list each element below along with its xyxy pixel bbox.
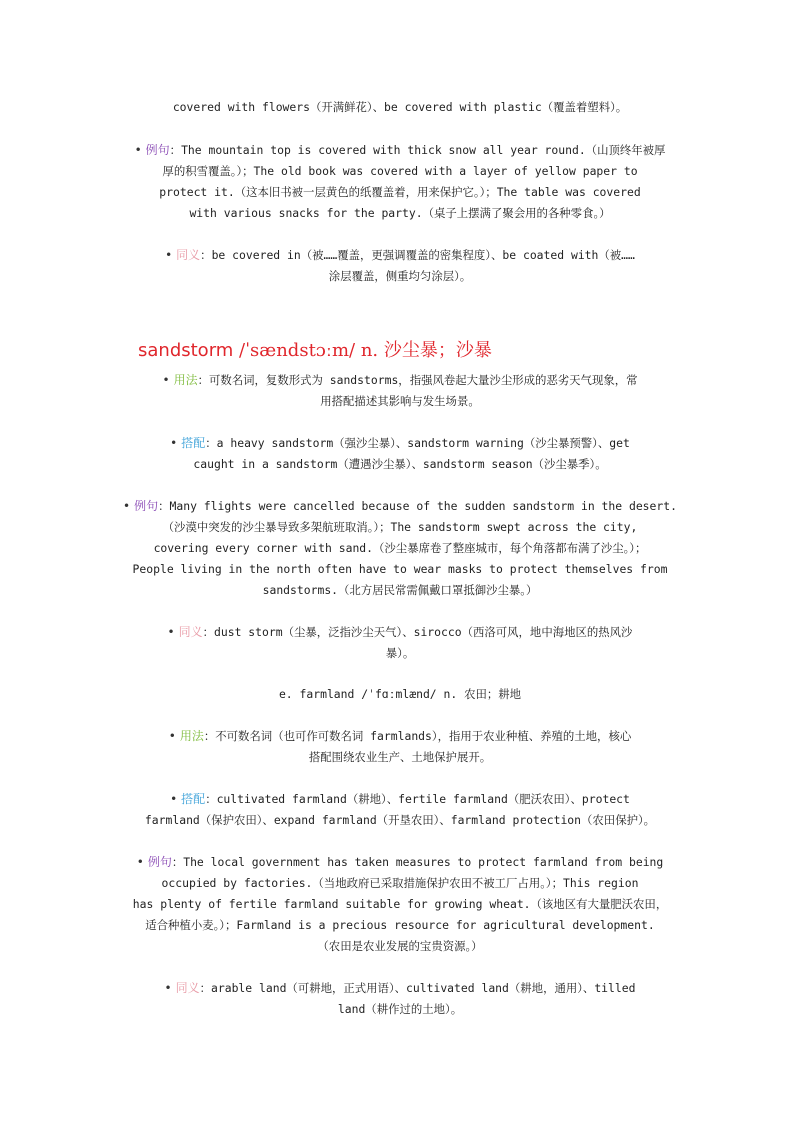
text-line: 用搭配描述其影响与发生场景。 [320, 394, 480, 408]
bullet-icon: • [134, 143, 142, 157]
text-line: occupied by factories.（当地政府已采取措施保护农田不被工厂占用。）；This region [161, 876, 639, 890]
text-line: has plenty of fertile farmland suitable for growing wheat.（该地区有大量肥沃农田， [132, 897, 668, 911]
usage-tag: 用法 [179, 729, 204, 743]
example-tag: 例句 [145, 143, 170, 157]
text-line: （农田是农业发展的宝贵资源。） [317, 939, 483, 953]
entry-heading-farmland: e. farmland /ˈfɑːmlænd/ n. 农田；耕地 [278, 687, 522, 701]
synonym-tag: 同义 [178, 625, 203, 639]
collocation-tag: 搭配 [181, 792, 206, 806]
headword-word: sandstorm [138, 340, 234, 361]
text-line: with various snacks for the party.（桌子上摆满了聚会用的各种零食。） [189, 206, 611, 220]
example-line: • 例句：The mountain top is covered with thick snow all year round.（山顶终年被厚 [134, 143, 666, 157]
collocation-tag: 搭配 [181, 436, 206, 450]
synonym-tag: 同义 [176, 248, 201, 262]
bullet-icon: • [136, 855, 144, 869]
headword-pos: n. [360, 340, 379, 361]
text-line: People living in the north often have to wear masks to protect themselves from [132, 562, 668, 576]
bullet-icon: • [123, 499, 131, 513]
headword-phonetic: /ˈsændstɔːm/ [239, 340, 356, 361]
example-tag: 例句 [147, 855, 172, 869]
text-line: 适合种植小麦。）；Farmland is a precious resource for agricultural development. [145, 918, 655, 932]
usage-line: • 用法：不可数名词（也可作可数名词 farmlands），指用于农业种植、养殖的土地，核心 [168, 729, 632, 743]
bullet-icon: • [167, 625, 175, 639]
text-line: 暴）。 [385, 646, 415, 660]
text-line: 搭配围绕农业生产、土地保护展开。 [308, 750, 492, 764]
bullet-icon: • [170, 436, 178, 450]
text-line: farmland（保护农田）、expand farmland（开垦农田）、farmland protection（农田保护）。 [144, 813, 656, 827]
usage-tag: 用法 [173, 373, 198, 387]
bullet-icon: • [170, 792, 178, 806]
text-line: covered with flowers（开满鲜花）、be covered with plastic（覆盖着塑料）。 [172, 100, 628, 114]
example-line: • 例句：The local government has taken measures to protect farmland from being [136, 855, 664, 869]
example-tag: 例句 [134, 499, 159, 513]
usage-line: • 用法：可数名词，复数形式为 sandstorms，指强风卷起大量沙尘形成的恶劣天气现象，常 [162, 373, 638, 387]
bullet-icon: • [168, 729, 176, 743]
text-line: protect it.（这本旧书被一层黄色的纸覆盖着，用来保护它。）；The table was covered [159, 185, 641, 199]
text-line: covering every corner with sand.（沙尘暴席卷了整座城市，每个角落都布满了沙尘。）； [153, 541, 647, 555]
headword-meaning: 沙尘暴；沙暴 [383, 340, 492, 361]
text-line: sandstorms.（北方居民常需佩戴口罩抵御沙尘暴。） [262, 583, 538, 597]
synonym-line: • 同义：be covered in（被……覆盖，更强调覆盖的密集程度）、be coated with（被…… [165, 248, 635, 262]
headword-title [138, 338, 492, 364]
synonym-tag: 同义 [175, 981, 200, 995]
text-line: 厚的积雪覆盖。）；The old book was covered with a layer of yellow paper to [162, 164, 638, 178]
text-line: 涂层覆盖，侧重均匀涂层）。 [328, 269, 472, 283]
synonym-line: • 同义：arable land（可耕地，正式用语）、cultivated land（耕地，通用）、tilled [164, 981, 636, 995]
bullet-icon: • [164, 981, 172, 995]
text-line: caught in a sandstorm（遭遇沙尘暴）、sandstorm season（沙尘暴季）。 [193, 457, 607, 471]
collocation-line: • 搭配：cultivated farmland（耕地）、fertile farmland（肥沃农田）、protect [170, 792, 630, 806]
text-line: land（耕作过的土地）。 [337, 1002, 463, 1016]
example-line: • 例句：Many flights were cancelled because of the sudden sandstorm in the desert. [123, 499, 677, 513]
synonym-line: • 同义：dust storm（尘暴，泛指沙尘天气）、sirocco（西洛可风，地中海地区的热风沙 [167, 625, 633, 639]
text-line: （沙漠中突发的沙尘暴导致多架航班取消。）；The sandstorm swept across the city, [162, 520, 638, 534]
collocation-line: • 搭配：a heavy sandstorm（强沙尘暴）、sandstorm warning（沙尘暴预警）、get [170, 436, 630, 450]
bullet-icon: • [165, 248, 173, 262]
bullet-icon: • [162, 373, 170, 387]
